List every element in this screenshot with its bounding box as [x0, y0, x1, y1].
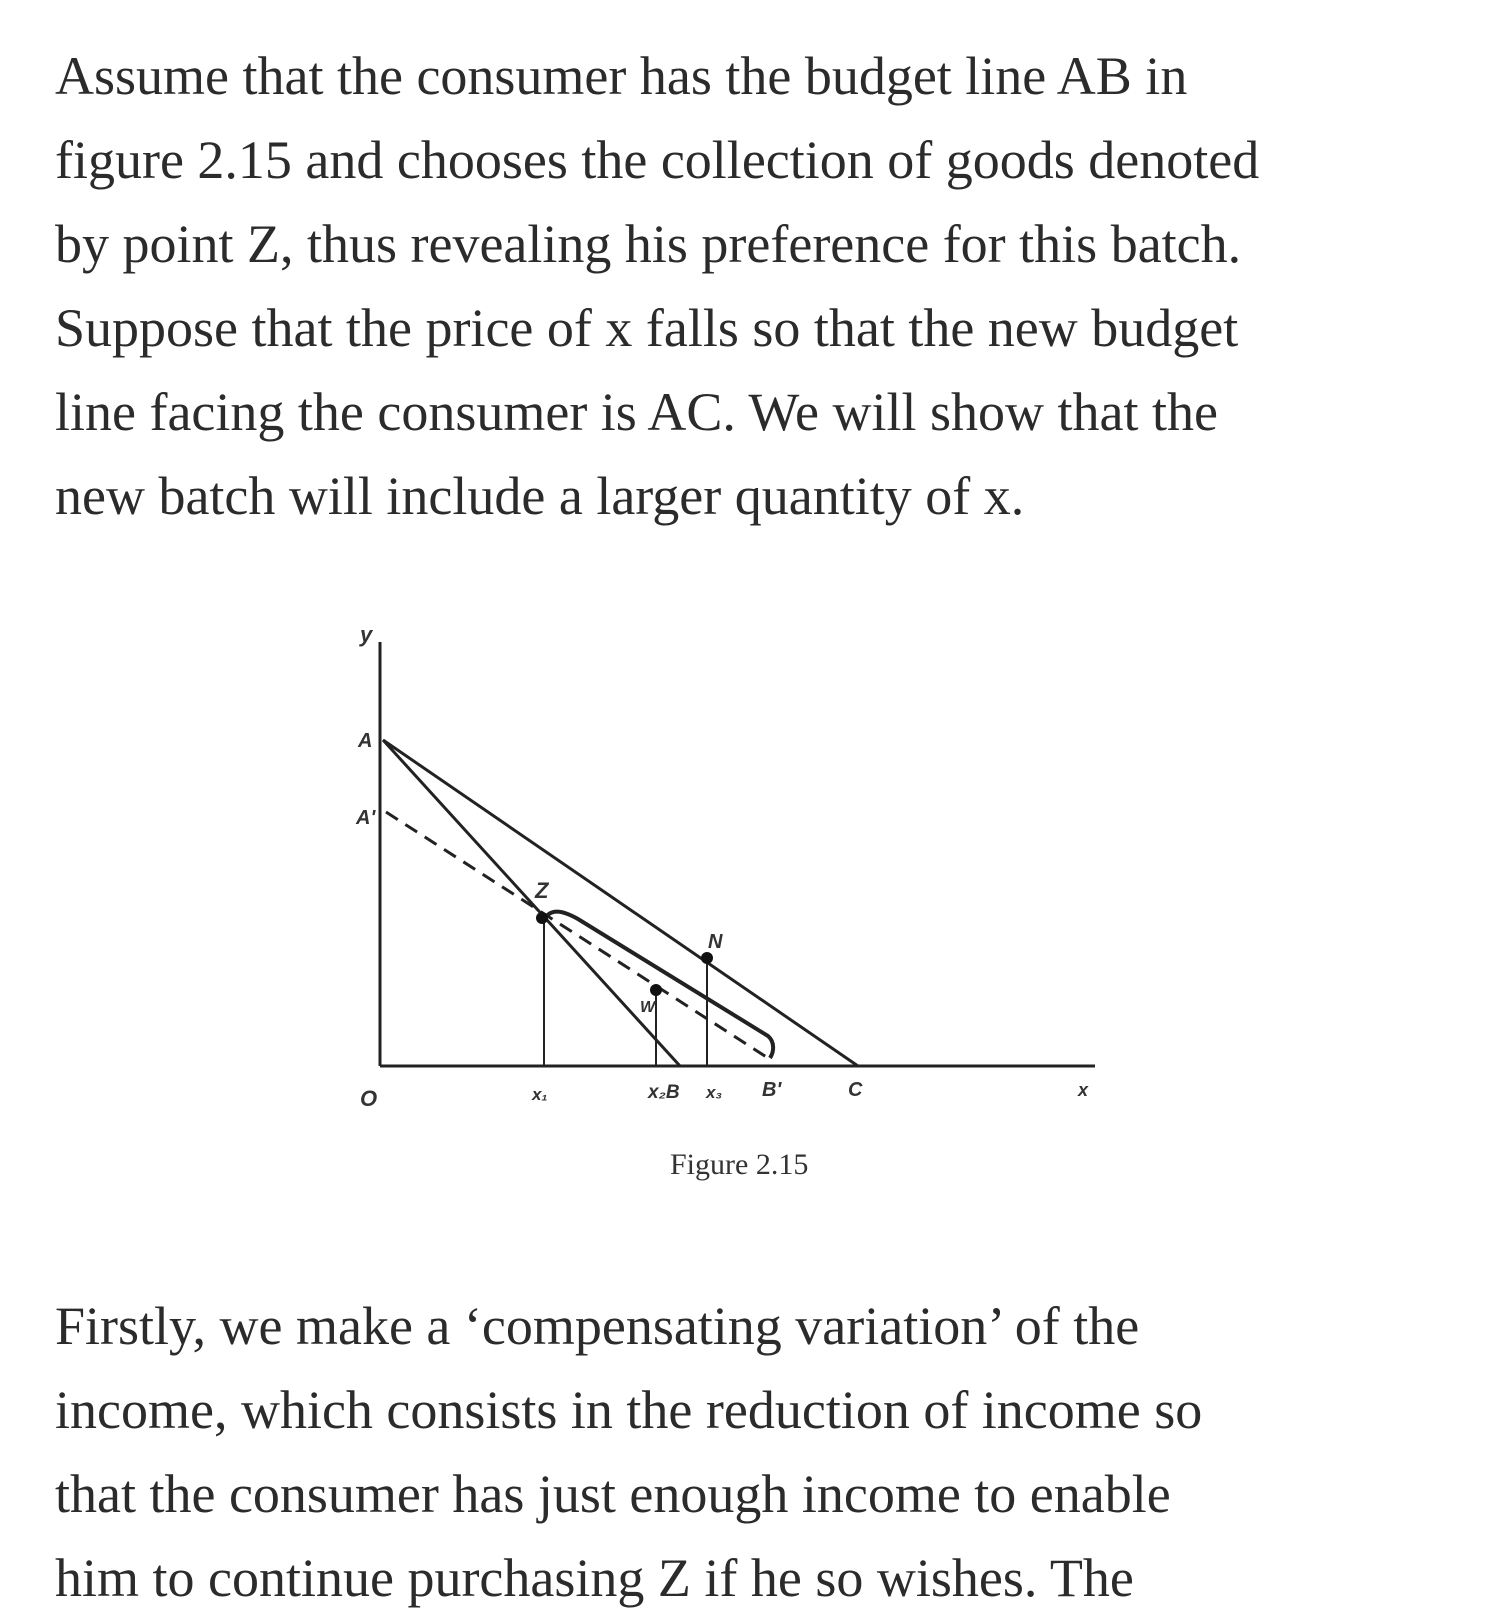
label-x1: x₁ [532, 1085, 548, 1104]
figure-caption: Figure 2.15 [670, 1148, 809, 1181]
label-x: x [1078, 1080, 1089, 1100]
point-z [536, 912, 548, 924]
text-line: income, which consists in the reduction of income so [55, 1380, 1203, 1440]
budget-line-diagram [350, 630, 1130, 1200]
text-line: that the consumer has just enough income to enable [55, 1464, 1171, 1524]
label-w: W [640, 999, 656, 1016]
point-w [650, 984, 662, 996]
label-b-prime: B' [762, 1079, 782, 1101]
text-line: new batch will include a larger quantity of x. [55, 466, 1025, 526]
label-a: A [358, 730, 373, 752]
text-line: him to continue purchasing Z if he so wishes. The [55, 1548, 1134, 1608]
label-a-prime: A' [356, 807, 376, 829]
label-y: y [360, 630, 373, 647]
figure-2-15 [350, 630, 1130, 1200]
text-line: Firstly, we make a ‘compensating variation’ of the [55, 1296, 1140, 1356]
paragraph-intro [55, 34, 1455, 538]
budget-line-ac [383, 740, 858, 1066]
paragraph-compensating-variation [55, 1284, 1455, 1620]
label-origin: O [360, 1086, 378, 1111]
label-c: C [848, 1079, 863, 1101]
text-line: Suppose that the price of x falls so that the new budget [55, 298, 1239, 358]
label-n: N [708, 931, 723, 953]
article-body-continued [55, 1284, 1455, 1620]
text-line: by point Z, thus revealing his preference for this batch. [55, 214, 1242, 274]
text-line: figure 2.15 and chooses the collection of goods denoted [55, 130, 1260, 190]
article-body [55, 34, 1455, 538]
text-line: line facing the consumer is AC. We will show that the [55, 382, 1218, 442]
text-line: Assume that the consumer has the budget line AB in [55, 46, 1188, 106]
point-n [701, 952, 713, 964]
label-x2-b: x₂B [648, 1082, 680, 1103]
budget-line-ab [383, 740, 680, 1066]
label-z: Z [535, 878, 549, 903]
label-x3: x₃ [706, 1083, 723, 1102]
